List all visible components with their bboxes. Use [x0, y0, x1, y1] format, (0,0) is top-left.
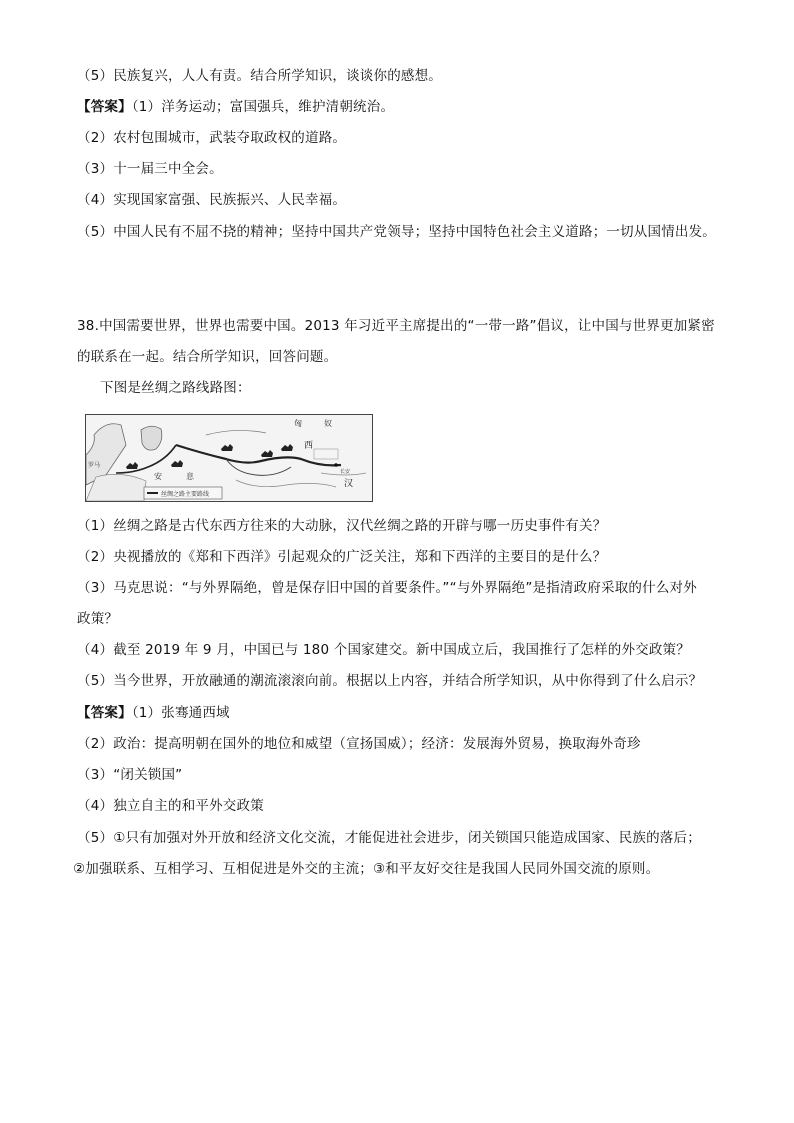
question-38-sub-5: （5）当今世界，开放融通的潮流滚滚向前。根据以上内容，并结合所学知识，从中你得到了什么启示？	[77, 673, 703, 689]
prev-answer-4: （4）实现国家富强、民族振兴、人民幸福。	[77, 192, 347, 208]
question-38-sub-3-line-1: （3）马克思说：“与外界隔绝，曾是保存旧中国的首要条件。”“与外界隔绝”是指清政府采取的什么对外	[77, 580, 697, 596]
map-label-han: 汉	[344, 479, 354, 489]
question-38-sub-3-line-2: 政策？	[77, 611, 119, 627]
question-38-sub-1: （1）丝绸之路是古代东西方往来的大动脉，汉代丝绸之路的开辟与哪一历史事件有关？	[77, 518, 607, 534]
question-38-sub-4: （4）截至 2019 年 9 月，中国已与 180 个国家建交。新中国成立后，我国推行了怎样的外交政策？	[77, 642, 690, 658]
prev-answer-5: （5）中国人民有不屈不挠的精神；坚持中国共产党领导；坚持中国特色社会主义道路；一切从国情出发。	[77, 224, 716, 240]
question-38-stem-line-2: 的联系在一起。结合所学知识，回答问题。	[77, 349, 338, 365]
answer-38-5-line-2: ②加强联系、互相学习、互相促进是外交的主流；③和平友好交往是我国人民同外国交流的原则。	[73, 861, 660, 877]
answer-38-3: （3）“闭关锁国”	[77, 767, 183, 783]
answer-38-5-line-1: （5）①只有加强对外开放和经济文化交流，才能促进社会进步，闭关锁国只能造成国家、民族的落后；	[77, 830, 701, 846]
answer-text: （1）张骞通西域	[131, 705, 230, 721]
map-label-xiongnu-1: 匈	[294, 419, 302, 428]
silk-road-map	[85, 414, 373, 502]
prev-answer-2: （2）农村包围城市，武装夺取政权的道路。	[77, 130, 347, 146]
question-38-stem-line-1: 38.中国需要世界，世界也需要中国。2013 年习近平主席提出的“一带一路”倡议，让中国与世界更加紧密	[77, 318, 715, 334]
map-label-anxi-2: 息	[186, 472, 194, 481]
answer-text: （1）洋务运动；富国强兵，维护清朝统治。	[131, 99, 395, 115]
map-legend: 丝绸之路主要路线	[161, 491, 210, 498]
prev-answer-1	[77, 97, 394, 117]
prev-question-5: （5）民族复兴，人人有责。结合所学知识，谈谈你的感想。	[77, 68, 442, 84]
map-label-anxi-1: 安	[154, 472, 162, 481]
map-intro: 下图是丝绸之路线路图：	[100, 380, 251, 396]
prev-answer-3: （3）十一届三中全会。	[77, 161, 223, 177]
answer-label: 【答案】	[77, 99, 132, 115]
map-label-xiongnu-2: 奴	[324, 419, 332, 428]
map-label-xi: 西	[304, 441, 314, 451]
map-drawing	[86, 415, 372, 501]
question-38-sub-2: （2）央视播放的《郑和下西洋》引起观众的广泛关注，郑和下西洋的主要目的是什么？	[77, 549, 607, 565]
answer-38-4: （4）独立自主的和平外交政策	[77, 798, 264, 814]
map-label-luoma: 罗马	[88, 462, 101, 469]
answer-38-2: （2）政治：提高明朝在国外的地位和威望（宣扬国威）；经济：发展海外贸易，换取海外奇珍	[77, 736, 641, 752]
answer-label: 【答案】	[77, 705, 132, 721]
answer-38-1	[77, 703, 230, 723]
map-label-changan: 长安	[340, 469, 351, 475]
